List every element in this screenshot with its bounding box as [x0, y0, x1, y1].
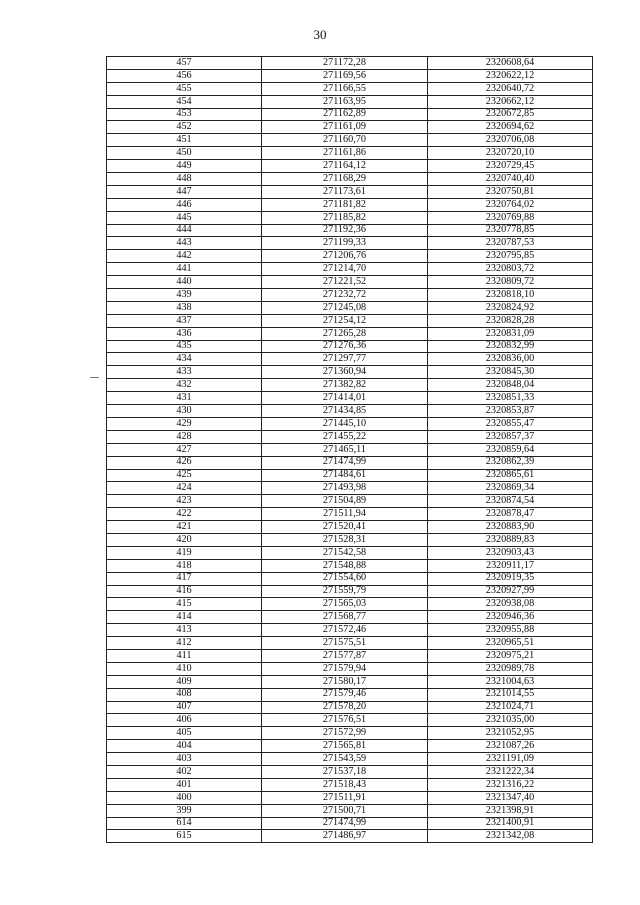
- table-row: [107, 237, 593, 250]
- margin-mark: [90, 377, 99, 378]
- table-row: [107, 688, 593, 701]
- y-coordinate-cell: 2320927,99: [428, 585, 593, 598]
- y-coordinate-cell: 2320919,35: [428, 572, 593, 585]
- x-coordinate-cell: 271434,85: [262, 405, 428, 418]
- table-row: [107, 327, 593, 340]
- point-number-cell: 420: [107, 533, 262, 546]
- table-row: [107, 69, 593, 82]
- table-row: [107, 379, 593, 392]
- point-number-cell: 405: [107, 727, 262, 740]
- point-number-cell: 424: [107, 482, 262, 495]
- y-coordinate-cell: 2320622,12: [428, 69, 593, 82]
- table-row: [107, 469, 593, 482]
- table-row: [107, 430, 593, 443]
- x-coordinate-cell: 271542,58: [262, 546, 428, 559]
- table-row: [107, 301, 593, 314]
- x-coordinate-cell: 271537,18: [262, 765, 428, 778]
- table-row: [107, 572, 593, 585]
- x-coordinate-cell: 271580,17: [262, 675, 428, 688]
- point-number-cell: 430: [107, 405, 262, 418]
- table-row: [107, 804, 593, 817]
- x-coordinate-cell: 271360,94: [262, 366, 428, 379]
- point-number-cell: 427: [107, 443, 262, 456]
- table-row: [107, 82, 593, 95]
- x-coordinate-cell: 271168,29: [262, 173, 428, 186]
- y-coordinate-cell: 2320832,99: [428, 340, 593, 353]
- table-row: [107, 675, 593, 688]
- x-coordinate-cell: 271500,71: [262, 804, 428, 817]
- y-coordinate-cell: 2320946,36: [428, 611, 593, 624]
- y-coordinate-cell: 2320874,54: [428, 495, 593, 508]
- y-coordinate-cell: 2321014,55: [428, 688, 593, 701]
- table-row: [107, 521, 593, 534]
- point-number-cell: 416: [107, 585, 262, 598]
- table-row: [107, 417, 593, 430]
- point-number-cell: 441: [107, 263, 262, 276]
- table-row: [107, 289, 593, 302]
- table-row: [107, 134, 593, 147]
- y-coordinate-cell: 2321222,34: [428, 765, 593, 778]
- y-coordinate-cell: 2320787,53: [428, 237, 593, 250]
- table-row: [107, 443, 593, 456]
- point-number-cell: 446: [107, 198, 262, 211]
- y-coordinate-cell: 2320851,33: [428, 392, 593, 405]
- point-number-cell: 408: [107, 688, 262, 701]
- x-coordinate-cell: 271572,46: [262, 624, 428, 637]
- coordinates-table-body: [107, 57, 593, 843]
- x-coordinate-cell: 271565,03: [262, 598, 428, 611]
- x-coordinate-cell: 271520,41: [262, 521, 428, 534]
- point-number-cell: 413: [107, 624, 262, 637]
- y-coordinate-cell: 2320965,51: [428, 637, 593, 650]
- y-coordinate-cell: 2320640,72: [428, 82, 593, 95]
- y-coordinate-cell: 2320903,43: [428, 546, 593, 559]
- y-coordinate-cell: 2320720,10: [428, 147, 593, 160]
- point-number-cell: 439: [107, 289, 262, 302]
- table-row: [107, 701, 593, 714]
- table-row: [107, 778, 593, 791]
- y-coordinate-cell: 2320857,37: [428, 430, 593, 443]
- table-row: [107, 160, 593, 173]
- x-coordinate-cell: 271578,20: [262, 701, 428, 714]
- y-coordinate-cell: 2320795,85: [428, 250, 593, 263]
- x-coordinate-cell: 271493,98: [262, 482, 428, 495]
- y-coordinate-cell: 2320803,72: [428, 263, 593, 276]
- point-number-cell: 456: [107, 69, 262, 82]
- table-row: [107, 147, 593, 160]
- table-row: [107, 211, 593, 224]
- y-coordinate-cell: 2320869,34: [428, 482, 593, 495]
- table-row: [107, 662, 593, 675]
- y-coordinate-cell: 2320859,64: [428, 443, 593, 456]
- table-row: [107, 250, 593, 263]
- y-coordinate-cell: 2320938,08: [428, 598, 593, 611]
- x-coordinate-cell: 271543,59: [262, 753, 428, 766]
- table-row: [107, 173, 593, 186]
- table-row: [107, 533, 593, 546]
- table-row: [107, 224, 593, 237]
- point-number-cell: 409: [107, 675, 262, 688]
- y-coordinate-cell: 2320853,87: [428, 405, 593, 418]
- table-row: [107, 353, 593, 366]
- table-row: [107, 753, 593, 766]
- x-coordinate-cell: 271518,43: [262, 778, 428, 791]
- y-coordinate-cell: 2320865,61: [428, 469, 593, 482]
- y-coordinate-cell: 2321191,09: [428, 753, 593, 766]
- y-coordinate-cell: 2320989,78: [428, 662, 593, 675]
- x-coordinate-cell: 271169,56: [262, 69, 428, 82]
- table-row: [107, 624, 593, 637]
- point-number-cell: 414: [107, 611, 262, 624]
- point-number-cell: 428: [107, 430, 262, 443]
- y-coordinate-cell: 2320750,81: [428, 185, 593, 198]
- y-coordinate-cell: 2320883,90: [428, 521, 593, 534]
- table-row: [107, 830, 593, 843]
- point-number-cell: 401: [107, 778, 262, 791]
- x-coordinate-cell: 271206,76: [262, 250, 428, 263]
- y-coordinate-cell: 2320706,08: [428, 134, 593, 147]
- point-number-cell: 433: [107, 366, 262, 379]
- table-row: [107, 198, 593, 211]
- y-coordinate-cell: 2320818,10: [428, 289, 593, 302]
- x-coordinate-cell: 271575,51: [262, 637, 428, 650]
- table-row: [107, 108, 593, 121]
- x-coordinate-cell: 271484,61: [262, 469, 428, 482]
- point-number-cell: 421: [107, 521, 262, 534]
- point-number-cell: 438: [107, 301, 262, 314]
- x-coordinate-cell: 271199,33: [262, 237, 428, 250]
- table-row: [107, 185, 593, 198]
- table-row: [107, 791, 593, 804]
- x-coordinate-cell: 271254,12: [262, 314, 428, 327]
- y-coordinate-cell: 2320848,04: [428, 379, 593, 392]
- point-number-cell: 415: [107, 598, 262, 611]
- x-coordinate-cell: 271164,12: [262, 160, 428, 173]
- table-row: [107, 366, 593, 379]
- table-row: [107, 340, 593, 353]
- table-row: [107, 598, 593, 611]
- y-coordinate-cell: 2320694,62: [428, 121, 593, 134]
- x-coordinate-cell: 271214,70: [262, 263, 428, 276]
- table-row: [107, 495, 593, 508]
- point-number-cell: 407: [107, 701, 262, 714]
- point-number-cell: 450: [107, 147, 262, 160]
- page-number: 30: [313, 27, 327, 42]
- x-coordinate-cell: 271445,10: [262, 417, 428, 430]
- y-coordinate-cell: 2320855,47: [428, 417, 593, 430]
- y-coordinate-cell: 2320911,17: [428, 559, 593, 572]
- point-number-cell: 435: [107, 340, 262, 353]
- point-number-cell: 447: [107, 185, 262, 198]
- y-coordinate-cell: 2321347,40: [428, 791, 593, 804]
- x-coordinate-cell: 271486,97: [262, 830, 428, 843]
- table-row: [107, 546, 593, 559]
- table-row: [107, 57, 593, 70]
- x-coordinate-cell: 271577,87: [262, 649, 428, 662]
- point-number-cell: 404: [107, 740, 262, 753]
- y-coordinate-cell: 2320889,83: [428, 533, 593, 546]
- table-row: [107, 508, 593, 521]
- x-coordinate-cell: 271185,82: [262, 211, 428, 224]
- point-number-cell: 434: [107, 353, 262, 366]
- point-number-cell: 402: [107, 765, 262, 778]
- point-number-cell: 440: [107, 276, 262, 289]
- x-coordinate-cell: 271559,79: [262, 585, 428, 598]
- point-number-cell: 431: [107, 392, 262, 405]
- x-coordinate-cell: 271579,94: [262, 662, 428, 675]
- y-coordinate-cell: 2320955,88: [428, 624, 593, 637]
- table-row: [107, 121, 593, 134]
- table-row: [107, 727, 593, 740]
- table-row: [107, 314, 593, 327]
- table-row: [107, 765, 593, 778]
- table-row: [107, 817, 593, 830]
- x-coordinate-cell: 271548,88: [262, 559, 428, 572]
- point-number-cell: 419: [107, 546, 262, 559]
- y-coordinate-cell: 2321004,63: [428, 675, 593, 688]
- y-coordinate-cell: 2320662,12: [428, 95, 593, 108]
- point-number-cell: 442: [107, 250, 262, 263]
- x-coordinate-cell: 271276,36: [262, 340, 428, 353]
- y-coordinate-cell: 2320769,88: [428, 211, 593, 224]
- point-number-cell: 453: [107, 108, 262, 121]
- table-row: [107, 456, 593, 469]
- y-coordinate-cell: 2320975,21: [428, 649, 593, 662]
- point-number-cell: 437: [107, 314, 262, 327]
- y-coordinate-cell: 2321052,95: [428, 727, 593, 740]
- point-number-cell: 444: [107, 224, 262, 237]
- x-coordinate-cell: 271161,09: [262, 121, 428, 134]
- point-number-cell: 412: [107, 637, 262, 650]
- point-number-cell: 429: [107, 417, 262, 430]
- table-row: [107, 637, 593, 650]
- point-number-cell: 403: [107, 753, 262, 766]
- point-number-cell: 443: [107, 237, 262, 250]
- x-coordinate-cell: 271382,82: [262, 379, 428, 392]
- point-number-cell: 615: [107, 830, 262, 843]
- x-coordinate-cell: 271565,81: [262, 740, 428, 753]
- y-coordinate-cell: 2320764,02: [428, 198, 593, 211]
- y-coordinate-cell: 2320824,92: [428, 301, 593, 314]
- point-number-cell: 406: [107, 714, 262, 727]
- x-coordinate-cell: 271474,99: [262, 456, 428, 469]
- x-coordinate-cell: 271162,89: [262, 108, 428, 121]
- x-coordinate-cell: 271568,77: [262, 611, 428, 624]
- y-coordinate-cell: 2320809,72: [428, 276, 593, 289]
- y-coordinate-cell: 2320608,64: [428, 57, 593, 70]
- point-number-cell: 417: [107, 572, 262, 585]
- table-row: [107, 405, 593, 418]
- y-coordinate-cell: 2321398,91: [428, 804, 593, 817]
- point-number-cell: 451: [107, 134, 262, 147]
- point-number-cell: 425: [107, 469, 262, 482]
- y-coordinate-cell: 2320828,28: [428, 314, 593, 327]
- point-number-cell: 418: [107, 559, 262, 572]
- x-coordinate-cell: 271414,01: [262, 392, 428, 405]
- y-coordinate-cell: 2320778,85: [428, 224, 593, 237]
- x-coordinate-cell: 271221,52: [262, 276, 428, 289]
- x-coordinate-cell: 271245,08: [262, 301, 428, 314]
- x-coordinate-cell: 271172,28: [262, 57, 428, 70]
- point-number-cell: 423: [107, 495, 262, 508]
- y-coordinate-cell: 2320729,45: [428, 160, 593, 173]
- point-number-cell: 432: [107, 379, 262, 392]
- point-number-cell: 449: [107, 160, 262, 173]
- y-coordinate-cell: 2321035,00: [428, 714, 593, 727]
- point-number-cell: 422: [107, 508, 262, 521]
- x-coordinate-cell: 271192,36: [262, 224, 428, 237]
- point-number-cell: 400: [107, 791, 262, 804]
- point-number-cell: 411: [107, 649, 262, 662]
- y-coordinate-cell: 2320845,30: [428, 366, 593, 379]
- table-row: [107, 714, 593, 727]
- point-number-cell: 426: [107, 456, 262, 469]
- x-coordinate-cell: 271528,31: [262, 533, 428, 546]
- x-coordinate-cell: 271465,11: [262, 443, 428, 456]
- x-coordinate-cell: 271160,70: [262, 134, 428, 147]
- table-row: [107, 585, 593, 598]
- x-coordinate-cell: 271579,46: [262, 688, 428, 701]
- x-coordinate-cell: 271474,99: [262, 817, 428, 830]
- table-row: [107, 482, 593, 495]
- y-coordinate-cell: 2321342,08: [428, 830, 593, 843]
- y-coordinate-cell: 2320740,40: [428, 173, 593, 186]
- point-number-cell: 452: [107, 121, 262, 134]
- point-number-cell: 399: [107, 804, 262, 817]
- table-row: [107, 392, 593, 405]
- x-coordinate-cell: 271572,99: [262, 727, 428, 740]
- point-number-cell: 436: [107, 327, 262, 340]
- y-coordinate-cell: 2320836,00: [428, 353, 593, 366]
- y-coordinate-cell: 2321316,22: [428, 778, 593, 791]
- x-coordinate-cell: 271232,72: [262, 289, 428, 302]
- x-coordinate-cell: 271166,55: [262, 82, 428, 95]
- y-coordinate-cell: 2321024,71: [428, 701, 593, 714]
- point-number-cell: 448: [107, 173, 262, 186]
- point-number-cell: 457: [107, 57, 262, 70]
- y-coordinate-cell: 2320672,85: [428, 108, 593, 121]
- x-coordinate-cell: 271455,22: [262, 430, 428, 443]
- x-coordinate-cell: 271511,94: [262, 508, 428, 521]
- table-row: [107, 559, 593, 572]
- x-coordinate-cell: 271504,89: [262, 495, 428, 508]
- y-coordinate-cell: 2320878,47: [428, 508, 593, 521]
- x-coordinate-cell: 271265,28: [262, 327, 428, 340]
- x-coordinate-cell: 271181,82: [262, 198, 428, 211]
- table-row: [107, 611, 593, 624]
- y-coordinate-cell: 2321087,26: [428, 740, 593, 753]
- x-coordinate-cell: 271173,61: [262, 185, 428, 198]
- x-coordinate-cell: 271297,77: [262, 353, 428, 366]
- table-row: [107, 740, 593, 753]
- table-row: [107, 263, 593, 276]
- point-number-cell: 445: [107, 211, 262, 224]
- y-coordinate-cell: 2320831,09: [428, 327, 593, 340]
- x-coordinate-cell: 271511,91: [262, 791, 428, 804]
- point-number-cell: 614: [107, 817, 262, 830]
- y-coordinate-cell: 2320862,39: [428, 456, 593, 469]
- x-coordinate-cell: 271163,95: [262, 95, 428, 108]
- point-number-cell: 455: [107, 82, 262, 95]
- table-row: [107, 649, 593, 662]
- x-coordinate-cell: 271576,51: [262, 714, 428, 727]
- coordinates-table: [106, 56, 593, 843]
- point-number-cell: 454: [107, 95, 262, 108]
- x-coordinate-cell: 271161,86: [262, 147, 428, 160]
- table-row: [107, 276, 593, 289]
- y-coordinate-cell: 2321400,91: [428, 817, 593, 830]
- table-row: [107, 95, 593, 108]
- x-coordinate-cell: 271554,60: [262, 572, 428, 585]
- point-number-cell: 410: [107, 662, 262, 675]
